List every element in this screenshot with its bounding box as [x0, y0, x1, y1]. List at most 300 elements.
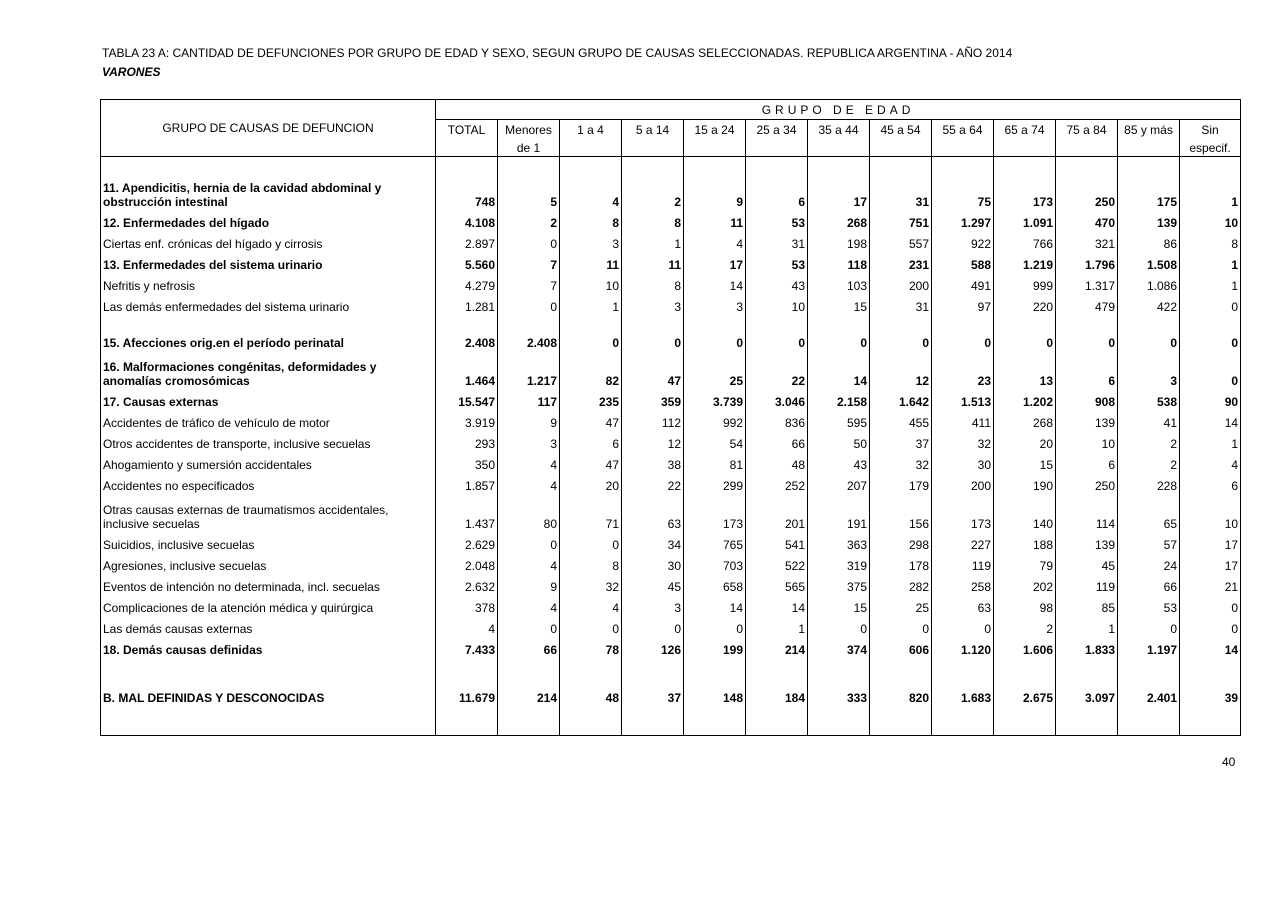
- column-header: 15 a 24: [684, 120, 746, 140]
- value-cell: 43: [746, 272, 808, 293]
- cause-label: Suicidios, inclusive secuelas: [101, 531, 436, 552]
- value-cell: 748: [436, 171, 498, 209]
- value-cell: 0: [870, 615, 932, 636]
- value-cell: 57: [1118, 531, 1180, 552]
- cause-label: Las demás causas externas: [101, 615, 436, 636]
- value-cell: 3.919: [436, 409, 498, 430]
- value-cell: 214: [498, 684, 560, 705]
- table-subtitle: VARONES: [102, 65, 161, 79]
- value-cell: 32: [932, 430, 994, 451]
- value-cell: 38: [622, 451, 684, 472]
- column-header: 85 y más: [1118, 120, 1180, 140]
- column-header: 55 a 64: [932, 120, 994, 140]
- value-cell: 1.086: [1118, 272, 1180, 293]
- table-row: [101, 230, 1241, 251]
- value-cell: 178: [870, 552, 932, 573]
- value-cell: 350: [436, 451, 498, 472]
- value-cell: 3: [622, 293, 684, 314]
- table-row: [101, 636, 1241, 657]
- value-cell: 0: [498, 615, 560, 636]
- value-cell: 63: [622, 493, 684, 531]
- value-cell: 0: [808, 615, 870, 636]
- value-cell: 8: [1180, 230, 1241, 251]
- value-cell: 200: [932, 472, 994, 493]
- value-cell: 1.464: [436, 350, 498, 388]
- value-cell: 2.158: [808, 388, 870, 409]
- value-cell: 2.048: [436, 552, 498, 573]
- cause-label: B. MAL DEFINIDAS Y DESCONOCIDAS: [101, 684, 436, 705]
- value-cell: 4: [436, 615, 498, 636]
- value-cell: 4.108: [436, 209, 498, 230]
- page-number: 40: [1222, 755, 1236, 769]
- value-cell: 15: [994, 451, 1056, 472]
- value-cell: 10: [1180, 209, 1241, 230]
- table-row: [101, 594, 1241, 615]
- value-cell: 1.120: [932, 636, 994, 657]
- value-cell: 1: [622, 230, 684, 251]
- value-cell: 8: [622, 209, 684, 230]
- value-cell: 422: [1118, 293, 1180, 314]
- table-row: [101, 684, 1241, 705]
- value-cell: 30: [932, 451, 994, 472]
- value-cell: 117: [498, 388, 560, 409]
- value-cell: 378: [436, 594, 498, 615]
- value-cell: 541: [746, 531, 808, 552]
- value-cell: 1.217: [498, 350, 560, 388]
- cause-label: Ciertas enf. crónicas del hígado y cirrosis: [101, 230, 436, 251]
- table-row: [101, 552, 1241, 573]
- value-cell: 139: [1118, 209, 1180, 230]
- value-cell: 0: [1118, 314, 1180, 350]
- value-cell: 374: [808, 636, 870, 657]
- value-cell: 98: [994, 594, 1056, 615]
- value-cell: 1.642: [870, 388, 932, 409]
- value-cell: 9: [498, 573, 560, 594]
- value-cell: 48: [560, 684, 622, 705]
- value-cell: 557: [870, 230, 932, 251]
- value-cell: 2: [994, 615, 1056, 636]
- value-cell: 86: [1118, 230, 1180, 251]
- cause-label: Agresiones, inclusive secuelas: [101, 552, 436, 573]
- value-cell: 37: [870, 430, 932, 451]
- value-cell: 319: [808, 552, 870, 573]
- value-cell: 1.437: [436, 493, 498, 531]
- value-cell: 455: [870, 409, 932, 430]
- value-cell: 565: [746, 573, 808, 594]
- value-cell: 65: [1118, 493, 1180, 531]
- value-cell: 188: [994, 531, 1056, 552]
- value-cell: 299: [684, 472, 746, 493]
- value-cell: 321: [1056, 230, 1118, 251]
- value-cell: 2: [622, 171, 684, 209]
- cause-label: Accidentes de tráfico de vehículo de motor: [101, 409, 436, 430]
- value-cell: 751: [870, 209, 932, 230]
- column-header-line2: [994, 139, 1056, 157]
- cause-label: 13. Enfermedades del sistema urinario: [101, 251, 436, 272]
- value-cell: 21: [1180, 573, 1241, 594]
- value-cell: 17: [684, 251, 746, 272]
- value-cell: 1: [746, 615, 808, 636]
- value-cell: 50: [808, 430, 870, 451]
- value-cell: 4: [498, 552, 560, 573]
- value-cell: 1.513: [932, 388, 994, 409]
- value-cell: 0: [808, 314, 870, 350]
- value-cell: 4: [498, 451, 560, 472]
- causes-header: GRUPO DE CAUSAS DE DEFUNCION: [101, 100, 436, 157]
- value-cell: 1.219: [994, 251, 1056, 272]
- value-cell: 0: [870, 314, 932, 350]
- column-header-line2: [560, 139, 622, 157]
- cause-label: 18. Demás causas definidas: [101, 636, 436, 657]
- cause-label: 11. Apendicitis, hernia de la cavidad abdominal y obstrucción intestinal: [101, 171, 436, 209]
- value-cell: 7: [498, 251, 560, 272]
- value-cell: 103: [808, 272, 870, 293]
- column-header: 25 a 34: [746, 120, 808, 140]
- column-header: 35 a 44: [808, 120, 870, 140]
- value-cell: 258: [932, 573, 994, 594]
- value-cell: 595: [808, 409, 870, 430]
- value-cell: 588: [932, 251, 994, 272]
- table-row: [101, 493, 1241, 531]
- value-cell: 7: [498, 272, 560, 293]
- value-cell: 268: [994, 409, 1056, 430]
- value-cell: 30: [622, 552, 684, 573]
- value-cell: 4: [1180, 451, 1241, 472]
- value-cell: 202: [994, 573, 1056, 594]
- value-cell: 79: [994, 552, 1056, 573]
- column-header-line2: [436, 139, 498, 157]
- value-cell: 14: [1180, 636, 1241, 657]
- value-cell: 2.401: [1118, 684, 1180, 705]
- column-header-line2: especif.: [1180, 139, 1241, 157]
- value-cell: 228: [1118, 472, 1180, 493]
- value-cell: 25: [684, 350, 746, 388]
- value-cell: 66: [746, 430, 808, 451]
- value-cell: 6: [1180, 472, 1241, 493]
- value-cell: 14: [684, 272, 746, 293]
- value-cell: 184: [746, 684, 808, 705]
- value-cell: 0: [1180, 314, 1241, 350]
- value-cell: 1.833: [1056, 636, 1118, 657]
- value-cell: 766: [994, 230, 1056, 251]
- value-cell: 0: [684, 314, 746, 350]
- value-cell: 47: [560, 451, 622, 472]
- table-row: [101, 430, 1241, 451]
- value-cell: 359: [622, 388, 684, 409]
- table-row: [101, 615, 1241, 636]
- value-cell: 7.433: [436, 636, 498, 657]
- value-cell: 1: [1180, 272, 1241, 293]
- value-cell: 1.317: [1056, 272, 1118, 293]
- value-cell: 235: [560, 388, 622, 409]
- value-cell: 10: [560, 272, 622, 293]
- value-cell: 0: [1056, 314, 1118, 350]
- column-header: 75 a 84: [1056, 120, 1118, 140]
- value-cell: 179: [870, 472, 932, 493]
- table-row: [101, 251, 1241, 272]
- value-cell: 0: [1180, 293, 1241, 314]
- value-cell: 606: [870, 636, 932, 657]
- cause-label: Las demás enfermedades del sistema urinario: [101, 293, 436, 314]
- value-cell: 173: [932, 493, 994, 531]
- value-cell: 250: [1056, 171, 1118, 209]
- value-cell: 1.197: [1118, 636, 1180, 657]
- table-row: [101, 350, 1241, 388]
- cause-label: 17. Causas externas: [101, 388, 436, 409]
- value-cell: 8: [622, 272, 684, 293]
- value-cell: 114: [1056, 493, 1118, 531]
- value-cell: 0: [932, 314, 994, 350]
- value-cell: 80: [498, 493, 560, 531]
- value-cell: 81: [684, 451, 746, 472]
- value-cell: 231: [870, 251, 932, 272]
- column-header-line2: [684, 139, 746, 157]
- value-cell: 20: [994, 430, 1056, 451]
- value-cell: 201: [746, 493, 808, 531]
- value-cell: 11: [560, 251, 622, 272]
- value-cell: 4: [684, 230, 746, 251]
- column-header-line2: [1056, 139, 1118, 157]
- value-cell: 908: [1056, 388, 1118, 409]
- value-cell: 999: [994, 272, 1056, 293]
- value-cell: 4: [560, 171, 622, 209]
- value-cell: 17: [1180, 552, 1241, 573]
- value-cell: 47: [560, 409, 622, 430]
- value-cell: 836: [746, 409, 808, 430]
- cause-label: 16. Malformaciones congénitas, deformidades y anomalías cromosómicas: [101, 350, 436, 388]
- table-row: [101, 314, 1241, 350]
- value-cell: 118: [808, 251, 870, 272]
- value-cell: 6: [560, 430, 622, 451]
- value-cell: 2: [1118, 430, 1180, 451]
- value-cell: 3.046: [746, 388, 808, 409]
- value-cell: 1: [1180, 251, 1241, 272]
- value-cell: 31: [870, 171, 932, 209]
- value-cell: 17: [808, 171, 870, 209]
- value-cell: 0: [622, 615, 684, 636]
- value-cell: 48: [746, 451, 808, 472]
- value-cell: 10: [1056, 430, 1118, 451]
- table-row: [101, 388, 1241, 409]
- deaths-table: [100, 99, 1241, 736]
- value-cell: 298: [870, 531, 932, 552]
- value-cell: 0: [560, 314, 622, 350]
- value-cell: 1: [560, 293, 622, 314]
- value-cell: 0: [994, 314, 1056, 350]
- value-cell: 13: [994, 350, 1056, 388]
- value-cell: 200: [870, 272, 932, 293]
- table-row: [101, 531, 1241, 552]
- value-cell: 8: [560, 552, 622, 573]
- value-cell: 12: [622, 430, 684, 451]
- value-cell: 1.796: [1056, 251, 1118, 272]
- value-cell: 0: [498, 531, 560, 552]
- column-header-line2: de 1: [498, 139, 560, 157]
- value-cell: 2.408: [436, 314, 498, 350]
- value-cell: 1.508: [1118, 251, 1180, 272]
- value-cell: 10: [1180, 493, 1241, 531]
- value-cell: 6: [1056, 350, 1118, 388]
- value-cell: 470: [1056, 209, 1118, 230]
- value-cell: 411: [932, 409, 994, 430]
- value-cell: 220: [994, 293, 1056, 314]
- column-header: 5 a 14: [622, 120, 684, 140]
- value-cell: 15: [808, 293, 870, 314]
- age-group-header: GRUPO DE EDAD: [436, 100, 1241, 120]
- value-cell: 3: [622, 594, 684, 615]
- value-cell: 0: [498, 230, 560, 251]
- value-cell: 24: [1118, 552, 1180, 573]
- value-cell: 1.606: [994, 636, 1056, 657]
- value-cell: 39: [1180, 684, 1241, 705]
- cause-label: Ahogamiento y sumersión accidentales: [101, 451, 436, 472]
- value-cell: 199: [684, 636, 746, 657]
- value-cell: 14: [684, 594, 746, 615]
- value-cell: 15.547: [436, 388, 498, 409]
- value-cell: 9: [498, 409, 560, 430]
- value-cell: 658: [684, 573, 746, 594]
- table-row: [101, 272, 1241, 293]
- value-cell: 66: [1118, 573, 1180, 594]
- value-cell: 75: [932, 171, 994, 209]
- value-cell: 1: [1180, 171, 1241, 209]
- value-cell: 922: [932, 230, 994, 251]
- value-cell: 32: [560, 573, 622, 594]
- value-cell: 175: [1118, 171, 1180, 209]
- table-row: [101, 451, 1241, 472]
- column-header-line2: [746, 139, 808, 157]
- value-cell: 479: [1056, 293, 1118, 314]
- value-cell: 119: [1056, 573, 1118, 594]
- value-cell: 20: [560, 472, 622, 493]
- value-cell: 250: [1056, 472, 1118, 493]
- value-cell: 268: [808, 209, 870, 230]
- value-cell: 4: [498, 594, 560, 615]
- value-cell: 9: [684, 171, 746, 209]
- value-cell: 3: [560, 230, 622, 251]
- value-cell: 0: [746, 314, 808, 350]
- column-header: 45 a 54: [870, 120, 932, 140]
- cause-label: 15. Afecciones orig.en el período perinatal: [101, 314, 436, 350]
- value-cell: 0: [560, 531, 622, 552]
- value-cell: 148: [684, 684, 746, 705]
- table-row: [101, 293, 1241, 314]
- value-cell: 22: [622, 472, 684, 493]
- value-cell: 10: [746, 293, 808, 314]
- value-cell: 37: [622, 684, 684, 705]
- value-cell: 119: [932, 552, 994, 573]
- value-cell: 71: [560, 493, 622, 531]
- value-cell: 703: [684, 552, 746, 573]
- value-cell: 173: [684, 493, 746, 531]
- value-cell: 34: [622, 531, 684, 552]
- value-cell: 5.560: [436, 251, 498, 272]
- value-cell: 85: [1056, 594, 1118, 615]
- value-cell: 0: [560, 615, 622, 636]
- value-cell: 11.679: [436, 684, 498, 705]
- value-cell: 820: [870, 684, 932, 705]
- value-cell: 32: [870, 451, 932, 472]
- value-cell: 1.857: [436, 472, 498, 493]
- cause-label: Nefritis y nefrosis: [101, 272, 436, 293]
- value-cell: 78: [560, 636, 622, 657]
- value-cell: 0: [932, 615, 994, 636]
- value-cell: 0: [1180, 350, 1241, 388]
- value-cell: 765: [684, 531, 746, 552]
- table-row: [101, 409, 1241, 430]
- value-cell: 31: [746, 230, 808, 251]
- column-header: 1 a 4: [560, 120, 622, 140]
- value-cell: 2.897: [436, 230, 498, 251]
- column-header-line2: [622, 139, 684, 157]
- value-cell: 41: [1118, 409, 1180, 430]
- value-cell: 522: [746, 552, 808, 573]
- column-header: Sin: [1180, 120, 1241, 140]
- table-title: TABLA 23 A: CANTIDAD DE DEFUNCIONES POR GRUPO DE EDAD Y SEXO, SEGUN GRUPO DE CAUSAS SELECCIONADAS. REPUBLICA ARGENTINA - AÑO 2014: [102, 46, 1013, 60]
- value-cell: 3.739: [684, 388, 746, 409]
- value-cell: 3: [684, 293, 746, 314]
- value-cell: 1.297: [932, 209, 994, 230]
- value-cell: 12: [870, 350, 932, 388]
- value-cell: 3: [1118, 350, 1180, 388]
- value-cell: 2.629: [436, 531, 498, 552]
- value-cell: 2: [498, 209, 560, 230]
- column-header: Menores: [498, 120, 560, 140]
- value-cell: 1: [1056, 615, 1118, 636]
- value-cell: 45: [622, 573, 684, 594]
- value-cell: 53: [746, 251, 808, 272]
- value-cell: 14: [746, 594, 808, 615]
- table-row: [101, 209, 1241, 230]
- value-cell: 43: [808, 451, 870, 472]
- value-cell: 66: [498, 636, 560, 657]
- value-cell: 82: [560, 350, 622, 388]
- value-cell: 139: [1056, 409, 1118, 430]
- cause-label: Accidentes no especificados: [101, 472, 436, 493]
- cause-label: Otros accidentes de transporte, inclusive secuelas: [101, 430, 436, 451]
- value-cell: 6: [746, 171, 808, 209]
- cause-label: Complicaciones de la atención médica y quirúrgica: [101, 594, 436, 615]
- value-cell: 1.281: [436, 293, 498, 314]
- value-cell: 3.097: [1056, 684, 1118, 705]
- value-cell: 140: [994, 493, 1056, 531]
- value-cell: 90: [1180, 388, 1241, 409]
- value-cell: 14: [808, 350, 870, 388]
- value-cell: 139: [1056, 531, 1118, 552]
- value-cell: 375: [808, 573, 870, 594]
- value-cell: 2: [1118, 451, 1180, 472]
- value-cell: 97: [932, 293, 994, 314]
- value-cell: 227: [932, 531, 994, 552]
- column-header-line2: [1118, 139, 1180, 157]
- value-cell: 54: [684, 430, 746, 451]
- value-cell: 126: [622, 636, 684, 657]
- value-cell: 992: [684, 409, 746, 430]
- column-header-line2: [932, 139, 994, 157]
- value-cell: 15: [808, 594, 870, 615]
- cause-label: Eventos de intención no determinada, incl. secuelas: [101, 573, 436, 594]
- value-cell: 8: [560, 209, 622, 230]
- value-cell: 333: [808, 684, 870, 705]
- value-cell: 191: [808, 493, 870, 531]
- table-row: [101, 171, 1241, 209]
- value-cell: 156: [870, 493, 932, 531]
- value-cell: 14: [1180, 409, 1241, 430]
- value-cell: 25: [870, 594, 932, 615]
- value-cell: 47: [622, 350, 684, 388]
- value-cell: 53: [746, 209, 808, 230]
- value-cell: 63: [932, 594, 994, 615]
